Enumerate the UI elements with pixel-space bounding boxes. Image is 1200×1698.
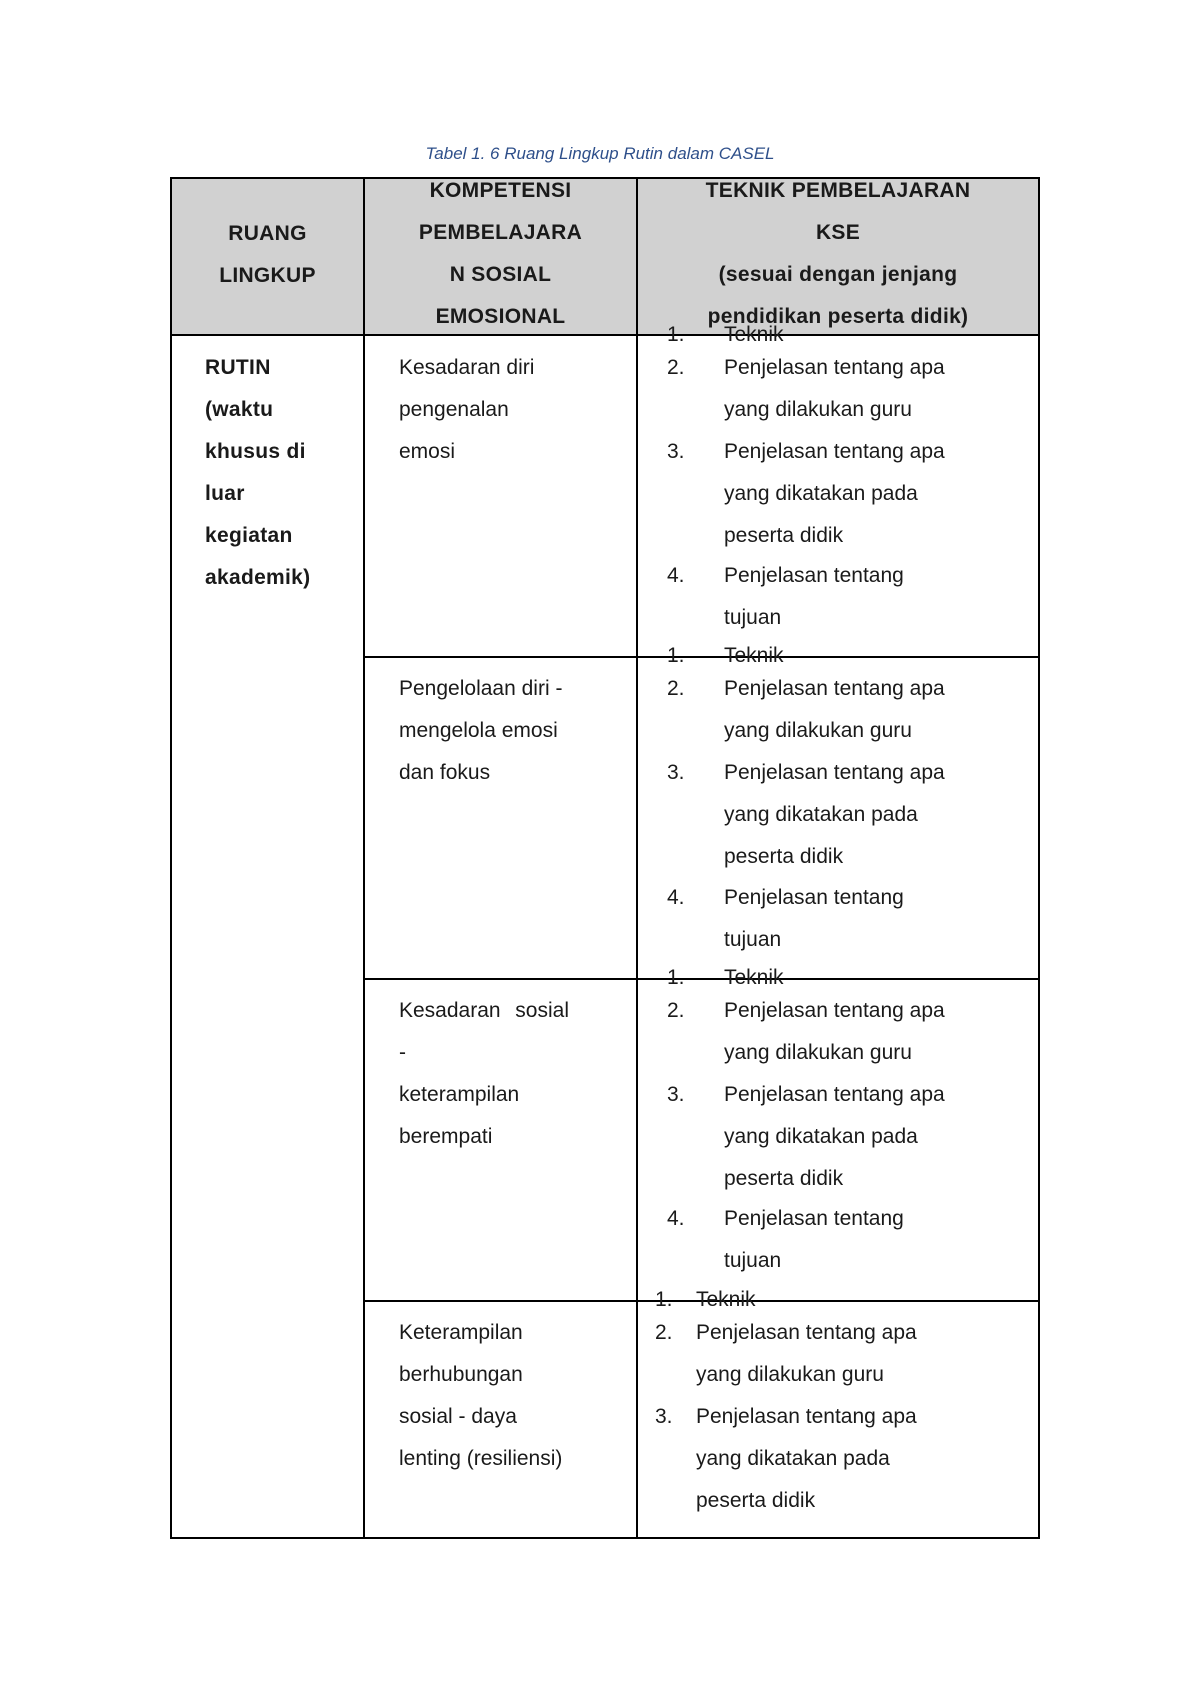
header-kompetensi: KOMPETENSI PEMBELAJARA N SOSIAL EMOSIONAL [418, 179, 583, 328]
column-divider [363, 179, 365, 1537]
kompetensi-cell: Keterampilan berhubungan sosial - daya lenting (resiliensi) [399, 1321, 563, 1470]
ruang-lingkup-table: RUANG LINGKUP KOMPETENSI PEMBELAJARA N SOSIAL EMOSIONAL TEKNIK PEMBELAJARAN KSE (sesuai dengan jenjang pendidikan peserta didik) RUTIN (waktu khusus di luar kegiatan akademik) Kesadaran diri pengenalan emosi 1. Teknik 2. Penjelasan tentang apa yang dilakukan guru 3. Penjelasan tentang apa yang dikatakan pada peserta didik 4. Penjelasan tentang tujuan Pengelolaan diri - mengelola emosi dan fokus 1. Teknik 2. Penjelasan tentang apa yang dilakukan guru 3. Penjelasan tentang apa yang dikatakan pada peserta didik 4. Penjelasan tentang tujuan Kesadaran sosial - keterampilan berempati 1. Teknik 2. Penjelasan tentang apa yang dilakukan guru 3. Penjelasan tentang apa yang dikatakan pada peserta didik 4. Penjelasan tentang tujuan Keterampilan berhubungan sosial - daya lenting (resiliensi) 1. Teknik 2. Penjelasan tentang apa yang dilakukan guru 3. Penjelasan tentang apa yang dikatakan pada peserta didik [170, 177, 1040, 1539]
ruang-lingkup-cell: RUTIN (waktu khusus di luar kegiatan akademik) [205, 356, 311, 589]
header-teknik: TEKNIK PEMBELAJARAN KSE (sesuai dengan jenjang pendidikan peserta didik) [705, 179, 971, 328]
table-caption: Tabel 1. 6 Ruang Lingkup Rutin dalam CASEL [425, 144, 775, 163]
kompetensi-cell: Kesadaran diri pengenalan emosi [399, 356, 535, 463]
header-ruang-lingkup: RUANG LINGKUP [219, 222, 316, 287]
kompetensi-cell: Pengelolaan diri - mengelola emosi dan fokus [399, 677, 563, 784]
column-divider [636, 179, 638, 1537]
kompetensi-cell: Kesadaran sosial - keterampilan berempati [399, 999, 569, 1148]
